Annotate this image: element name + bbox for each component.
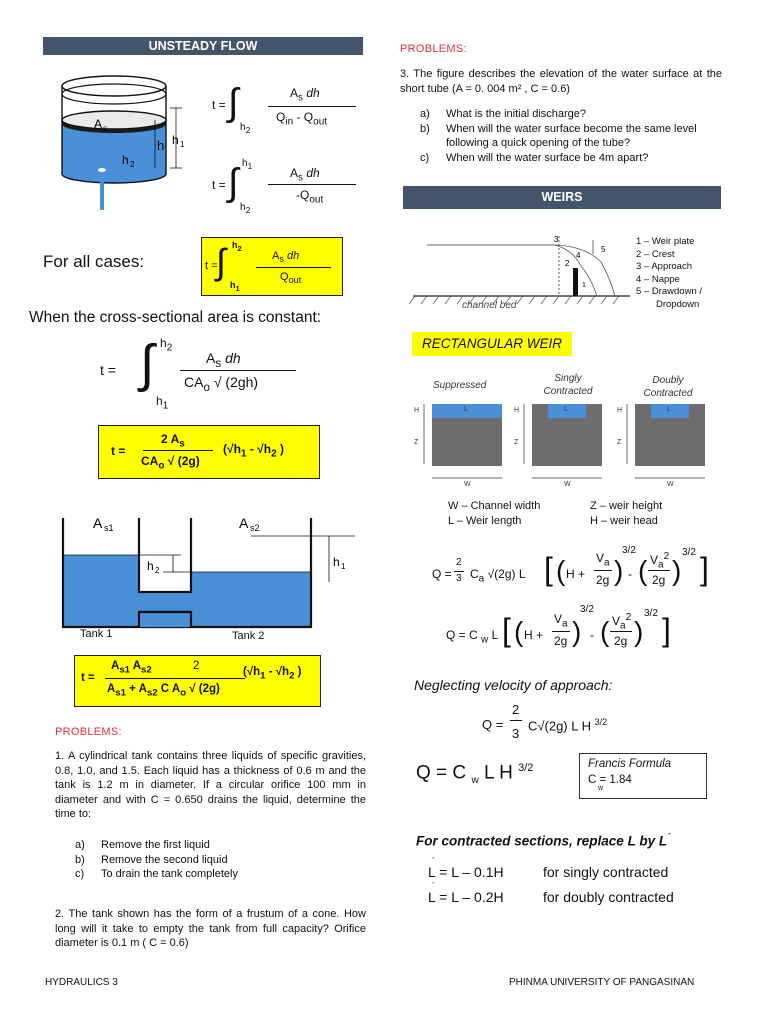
- svg-text:W: W: [667, 481, 674, 488]
- problem-2-text: 2. The tank shown has the form of a frustum of a cone. How long will it take to empty the tank from full capacity? Orifice diameter is 0.1 m ( C = 0.6): [55, 908, 366, 950]
- contracted-heading: For contracted sections, replace L by L´: [416, 832, 671, 849]
- svg-text:h: h: [333, 555, 340, 569]
- svg-text:Z: Z: [617, 439, 622, 446]
- svg-text:1: 1: [582, 282, 586, 289]
- list-item: b) When will the water surface become the same level following a quick opening of the tube?: [420, 122, 697, 150]
- svg-text:L: L: [564, 406, 568, 413]
- weir-formula-francis: Q = C $_w$ L H $^{3/2}$: [416, 762, 534, 787]
- svg-text:A: A: [93, 515, 103, 531]
- svg-text:L: L: [464, 406, 468, 413]
- svg-text:3: 3: [554, 235, 559, 244]
- constant-area-heading: When the cross-sectional area is constant:: [29, 309, 322, 326]
- weir-legend: [636, 236, 702, 311]
- general-formula-box: t = ∫ $h_2$ $h_1$ $A_s$ dh $Q_{out}$: [201, 237, 343, 296]
- list-item: a) Remove the first liquid: [75, 839, 210, 851]
- for-all-cases-heading: For all cases:: [43, 252, 145, 271]
- footer-left: HYDRAULICS 3: [45, 977, 118, 988]
- neglecting-heading: Neglecting velocity of approach:: [414, 677, 613, 693]
- svg-text:W: W: [564, 481, 571, 488]
- list-item: c) When will the water surface be 4m apart?: [420, 151, 649, 164]
- weir-formula-2: Q = C $_w$ L [ ( H + $V_a$ 2g ) 3/2 - ( $V_a^2$ 2g ) 3/2 ]: [446, 604, 671, 648]
- list-item: b) Remove the second liquid: [75, 853, 228, 866]
- two-tank-figure: [55, 510, 355, 645]
- svg-text:L: L: [667, 406, 671, 413]
- cylinder-tank-figure: [50, 72, 200, 212]
- weir-formula-3: Q = 2 3 C√(2g) L H $^{3/2}$: [482, 702, 608, 741]
- svg-text:2: 2: [155, 566, 160, 575]
- svg-text:H: H: [514, 407, 520, 414]
- svg-text:h: h: [157, 138, 165, 153]
- channel-bed-label: channel bed: [462, 300, 517, 311]
- svg-text:4: 4: [576, 251, 581, 260]
- unsteady-flow-banner: UNSTEADY FLOW: [43, 37, 363, 55]
- svg-text:s: s: [103, 124, 107, 133]
- footer-right: PHINMA UNIVERSITY OF PANGASINAN: [509, 977, 695, 988]
- svg-text:Z: Z: [514, 439, 519, 446]
- svg-text:h: h: [147, 559, 154, 573]
- svg-text:A: A: [239, 515, 249, 531]
- problem-1-list: [75, 838, 365, 882]
- legend-item: 1 – Weir plate: [636, 236, 695, 247]
- weir-formula-1: Q = 2 3 $C_a$ √(2g) L [ ( H + $V_a$ 2g ) 3/2 - ( $V_a^2$ 2g ) 3/2 ]: [432, 545, 709, 587]
- weir-type-suppressed: Suppressed: [433, 380, 487, 391]
- weir-diagram: [405, 228, 635, 308]
- weirs-banner: WEIRS: [403, 186, 721, 209]
- integral-formula-2: t = ∫ $h_1$ $h_2$ $A_s$ dh $-Q_{out}$: [212, 160, 362, 220]
- francis-formula-box: Francis Formula C = 1.84 w: [579, 753, 707, 799]
- legend-item: 4 – Nappe: [636, 273, 680, 285]
- svg-text:W: W: [464, 481, 471, 488]
- problem-3-text: 3. The figure describes the elevation of the water surface at the short tube (A = 0. 004 m² , C = 0.6): [400, 68, 722, 95]
- svg-text:H: H: [414, 407, 420, 414]
- svg-text:h: h: [172, 133, 179, 147]
- svg-text:2: 2: [130, 160, 135, 169]
- svg-text:s2: s2: [250, 523, 260, 533]
- legend-item: 5 – Drawdown /: [636, 286, 703, 297]
- integral-formula-1: t = ∫ $h_2$ $A_s$ dh $Q_{in} - Q_{out}$: [212, 80, 362, 138]
- weir-type-doubly: Doubly Contracted: [643, 375, 693, 399]
- legend-item: Dropdown: [656, 298, 700, 310]
- svg-text:1: 1: [341, 562, 346, 571]
- two-tank-formula-box: t = $A_{s1}$ $A_{s2}$ 2 $A_{s1} + A_{s2}$ C $A_o$ √ (2g) ($√h_1 - √h_2$ ): [74, 655, 321, 707]
- legend-item: 3 – Approach: [636, 261, 692, 272]
- svg-text:Z: Z: [414, 439, 419, 446]
- tank-2-label: Tank 2: [232, 630, 265, 642]
- list-item: a) What is the initial discharge?: [420, 108, 587, 120]
- svg-text:2: 2: [565, 259, 570, 268]
- list-item: c) To drain the tank completely: [75, 868, 238, 881]
- rectangular-weir-label: RECTANGULAR WEIR: [412, 332, 572, 356]
- svg-text:A: A: [94, 117, 103, 131]
- constant-area-result-box: t = 2 $A_s$ $CA_o$ √ (2g) ($√h_1 - √h_2$ ): [98, 425, 320, 479]
- weir-type-singly: Singly Contracted: [543, 373, 593, 397]
- problems-title-right: PROBLEMS:: [400, 43, 467, 55]
- tank-1-label: Tank 1: [80, 628, 113, 640]
- problems-title-left: PROBLEMS:: [55, 726, 122, 738]
- weir-types-figure: [410, 398, 730, 490]
- legend-item: 2 – Crest: [636, 248, 675, 260]
- svg-text:5: 5: [601, 245, 606, 254]
- svg-text:s1: s1: [104, 523, 114, 533]
- problem-1-text: 1. A cylindrical tank contains three liquids of specific gravities, 0.8, 1.0, and 1.5. Each liquid has a thickness of 0.6 m and the tank is 1.2 m in diameter. If a circular orifice 100 mm in diameter and with C = 0.650 drains the liquid, determine the time to:: [55, 750, 366, 821]
- svg-text:1: 1: [180, 140, 185, 149]
- constant-area-formula: t = ∫ $h_2$ $h_1$ $A_s$ dh $CA_o$ √ (2gh): [100, 336, 320, 414]
- problem-3-list: [420, 107, 722, 165]
- svg-text:H: H: [617, 407, 623, 414]
- svg-text:h: h: [122, 153, 129, 167]
